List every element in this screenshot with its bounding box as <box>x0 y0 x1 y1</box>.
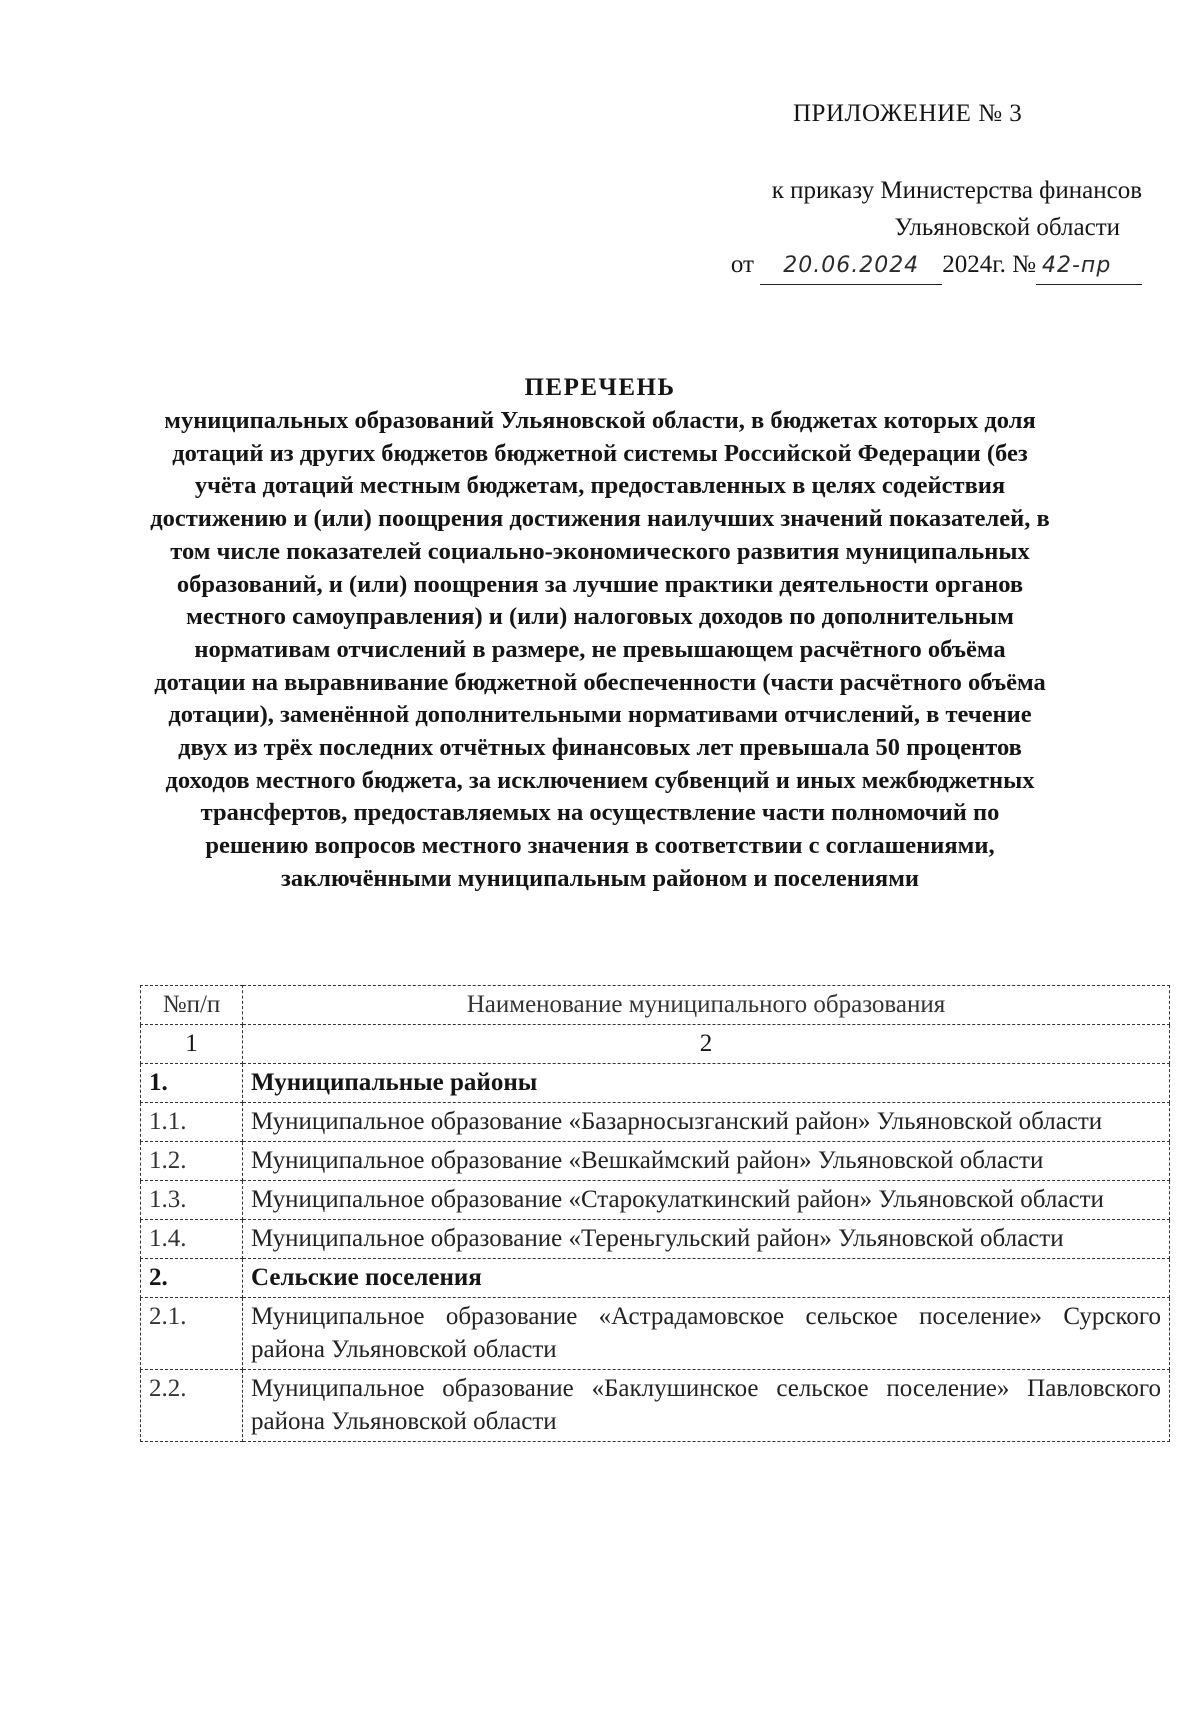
row-number: 1.1. <box>141 1103 243 1142</box>
section-row <box>141 1064 1170 1103</box>
table-header-row <box>141 986 1170 1025</box>
document-title: ПЕРЕЧЕНЬ <box>524 374 676 401</box>
row-name: Муниципальное образование «Старокулаткинский район» Ульяновской области <box>243 1181 1170 1220</box>
table-row <box>141 1370 1170 1442</box>
table-row <box>141 1181 1170 1220</box>
order-line-1: к приказу Министерства финансов <box>771 177 1142 204</box>
municipalities-table <box>140 985 1170 1442</box>
table-row <box>141 1220 1170 1259</box>
table-index-row <box>141 1025 1170 1064</box>
row-name: Муниципальное образование «Тереньгульский район» Ульяновской области <box>243 1220 1170 1259</box>
header-name: Наименование муниципального образования <box>243 986 1170 1025</box>
order-line-2: Ульяновской области <box>894 214 1120 241</box>
table-row <box>141 1298 1170 1370</box>
section-number: 1. <box>141 1064 243 1103</box>
order-reference <box>622 172 1142 285</box>
section-title: Муниципальные районы <box>243 1064 1170 1103</box>
row-number: 1.3. <box>141 1181 243 1220</box>
index-col-2: 2 <box>243 1025 1170 1064</box>
index-col-1: 1 <box>141 1025 243 1064</box>
row-name: Муниципальное образование «Баклушинское сельское поселение» Павловского района Ульяновской области <box>243 1370 1170 1442</box>
date-prefix: от <box>730 251 754 278</box>
row-name: Муниципальное образование «Вешкаймский район» Ульяновской области <box>243 1142 1170 1181</box>
handwritten-date: 20.06.2024 <box>760 247 942 285</box>
row-number: 1.2. <box>141 1142 243 1181</box>
section-title: Сельские поселения <box>243 1259 1170 1298</box>
date-suffix: 2024г. № <box>942 251 1036 278</box>
table-row <box>141 1142 1170 1181</box>
section-number: 2. <box>141 1259 243 1298</box>
row-number: 1.4. <box>141 1220 243 1259</box>
appendix-title: ПРИЛОЖЕНИЕ № 3 <box>793 100 1023 127</box>
row-number: 2.2. <box>141 1370 243 1442</box>
order-date-line <box>622 246 1142 285</box>
row-name: Муниципальное образование «Астрадамовское сельское поселение» Сурского района Ульяновской области <box>243 1298 1170 1370</box>
section-row <box>141 1259 1170 1298</box>
handwritten-order-number: 42-пр <box>1036 247 1142 285</box>
row-number: 2.1. <box>141 1298 243 1370</box>
row-name: Муниципальное образование «Базарносызганский район» Ульяновской области <box>243 1103 1170 1142</box>
table-row <box>141 1103 1170 1142</box>
header-number: №п/п <box>141 986 243 1025</box>
document-subtitle: муниципальных образований Ульяновской области, в бюджетах которых доля дотаций из других бюджетов бюджетной системы Российской Федерации (без учёта дотаций местным бюджетам, предоставленных в целях содействия достижению и (или) поощрения достижения наилучших значений показателей, в том числе показателей социально-экономического развития муниципальных образований, и (или) поощрения за лучшие практики деятельности органов местного самоуправления) и (или) налоговых доходов по дополнительным нормативам отчислений в размере, не превышающем расчётного объёма дотации на выравнивание бюджетной обеспеченности (части расчётного объёма дотации), заменённой дополнительными нормативами отчислений, в течение двух из трёх последних отчётных финансовых лет превышала 50 процентов доходов местного бюджета, за исключением субвенций и иных межбюджетных трансфертов, предоставляемых на осуществление части полномочий по решению вопросов местного значения в соответствии с соглашениями, заключёнными муниципальным районом и поселениями <box>150 407 1050 892</box>
